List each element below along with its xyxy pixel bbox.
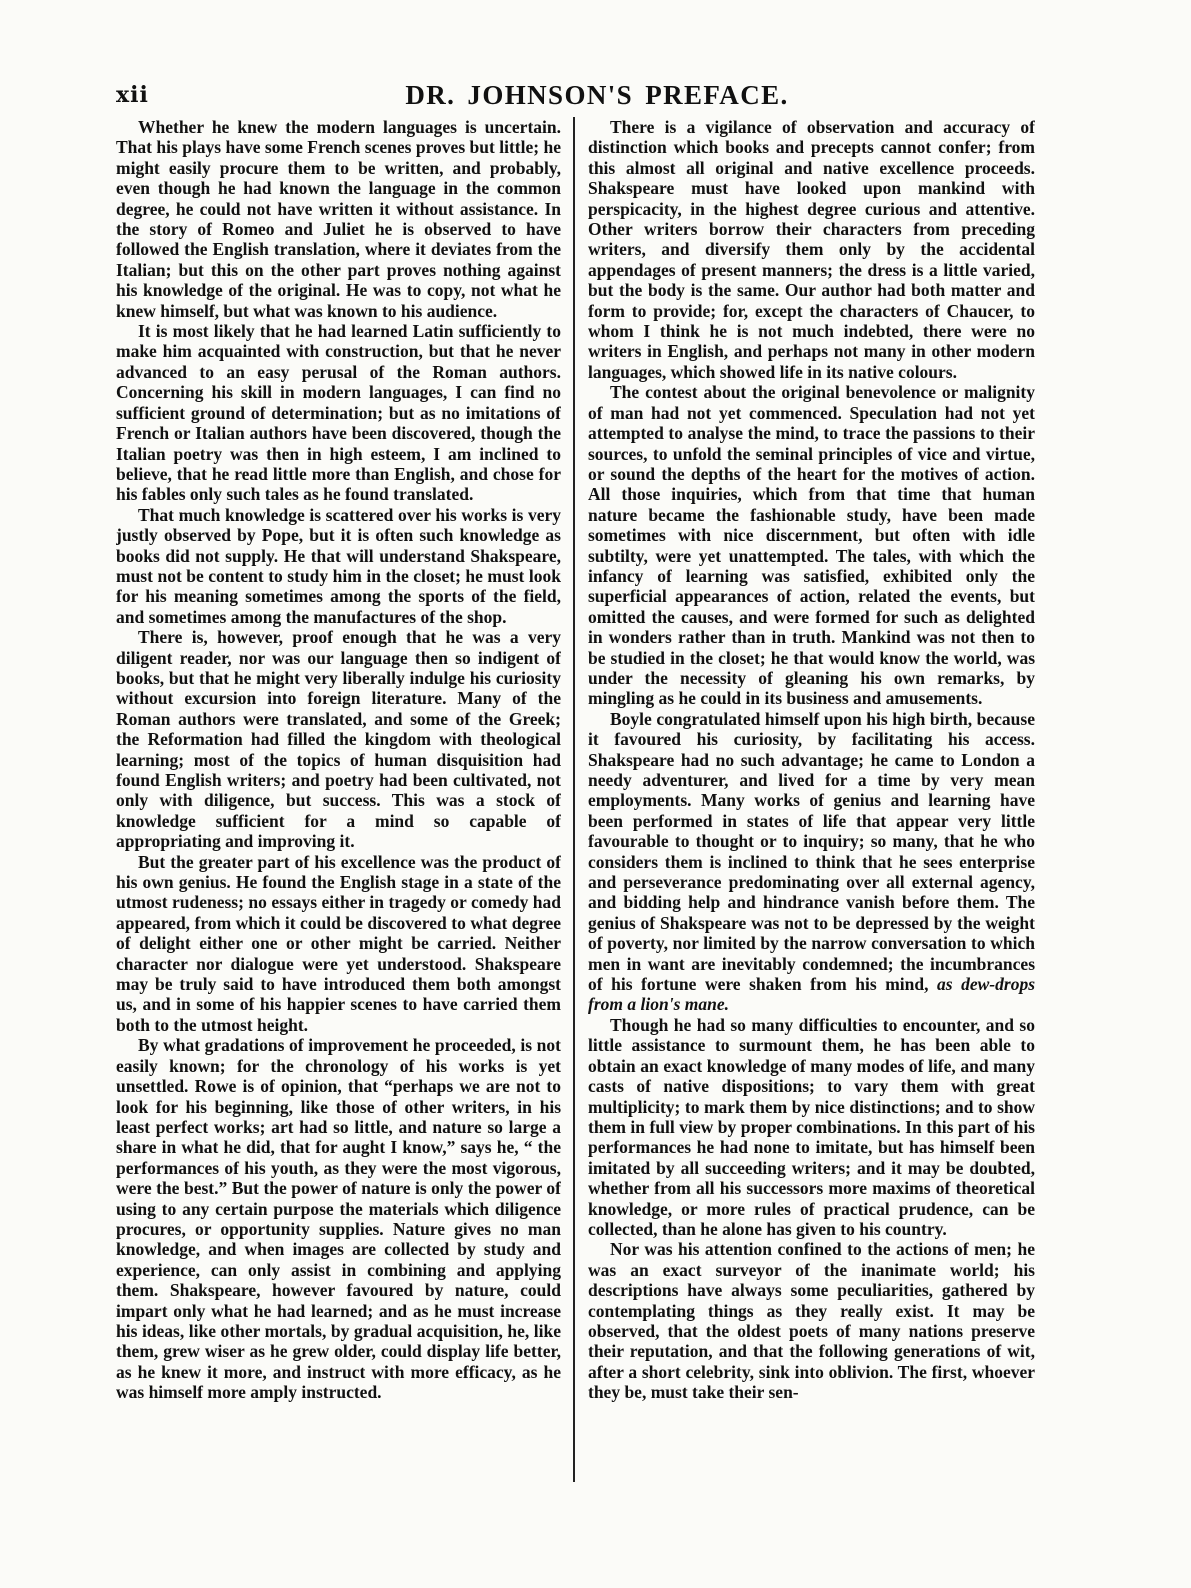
page-number: xii bbox=[116, 82, 149, 108]
paragraph: Whether he knew the modern languages is uncertain. That his plays have some French scenes proves but little; he might easily procure them to be written, and probably, even though he had known the language in the common degree, he could not have written it without assistance. In the story of Romeo and Juliet he is observed to have followed the English translation, where it deviates from the Italian; but this on the other part proves nothing against his knowledge of the original. He was to copy, not what he knew himself, but what was known to his audience. bbox=[116, 117, 561, 321]
paragraph-text: Boyle congratulated himself upon his high birth, because it favoured his curiosity, by facilitating his access. Shakspeare had no such advantage; he came to London a needy adventurer, and lived for a time by very mean employments. Many works of genius and learning have been performed in states of life that appear very little favourable to thought or to inquiry; so many, that he who considers them is inclined to think that he sees enterprise and perseverance predominating over all external agency, and bidding help and hindrance vanish before them. The genius of Shakspeare was not to be depressed by the weight of poverty, nor limited by the narrow conversation to which men in want are inevitably condemned; the incumbrances of his fortune were shaken from his mind, bbox=[588, 708, 1035, 995]
page-header bbox=[116, 80, 1078, 114]
paragraph: Nor was his attention confined to the actions of men; he was an exact surveyor of the inanimate world; his descriptions have always some peculiarities, gathered by contemplating things as they really exist. It may be observed, that the oldest poets of many nations preserve their reputation, and that the following generations of wit, after a short celebrity, sink into oblivion. The first, whoever they be, must take their sen- bbox=[588, 1239, 1035, 1403]
paragraph: It is most likely that he had learned Latin sufficiently to make him acquainted with construction, but that he never advanced to an easy perusal of the Roman authors. Concerning his skill in modern languages, I can find no sufficient ground of determination; but as no imitations of French or Italian authors have been discovered, though the Italian poetry was then in high esteem, I am inclined to believe, that he read little more than English, and chose for his fables only such tales as he found translated. bbox=[116, 321, 561, 505]
paragraph: By what gradations of improvement he proceeded, is not easily known; for the chronology of his works is yet unsettled. Rowe is of opinion, that “perhaps we are not to look for his beginning, like those of other writers, in his least perfect works; art had so little, and nature so large a share in what he did, that for aught I know,” says he, “ the performances of his youth, as they were the most vigorous, were the best.” But the power of nature is only the power of using to any certain purpose the materials which diligence procures, or opportunity supplies. Nature gives no man knowledge, and when images are collected by study and experience, can only assist in combining and applying them. Shakspeare, however favoured by nature, could impart only what he had learned; and as he must increase his ideas, like other mortals, by gradual acquisition, he, like them, grew wiser as he grew older, could display life better, as he knew it more, and instruct with more efficacy, as he was himself more amply instructed. bbox=[116, 1035, 561, 1403]
paragraph bbox=[588, 709, 1035, 1015]
column-divider bbox=[573, 117, 575, 1482]
left-column bbox=[116, 117, 561, 1497]
paragraph: That much knowledge is scattered over his works is very justly observed by Pope, but it is often such knowledge as books did not supply. He that will understand Shakspeare, must not be content to study him in the closet; he must look for his meaning sometimes among the sports of the field, and sometimes among the manufactures of the shop. bbox=[116, 504, 561, 627]
running-head-title: DR. JOHNSON'S PREFACE. bbox=[405, 80, 789, 110]
paragraph: There is, however, proof enough that he was a very diligent reader, nor was our language then so indigent of books, but that he might very liberally indulge his curiosity without excursion into foreign literature. Many of the Roman authors were translated, and some of the Greek; the Reformation had filled the kingdom with theological learning; most of the topics of human disquisition had found English writers; and poetry had been cultivated, not only with diligence, but success. This was a stock of knowledge sufficient for a mind so capable of appropriating and improving it. bbox=[116, 627, 561, 852]
italic-quotation: as dew-drops from a lion's mane. bbox=[588, 974, 1035, 1015]
paragraph: But the greater part of his excellence was the product of his own genius. He found the English stage in a state of the utmost rudeness; no essays either in tragedy or comedy had appeared, from which it could be discovered to what degree of delight either one or other might be carried. Neither character nor dialogue were yet understood. Shakspeare may be truly said to have introduced them both amongst us, and in some of his happier scenes to have carried them both to the utmost height. bbox=[116, 851, 561, 1035]
paragraph: The contest about the original benevolence or malignity of man had not yet commenced. Speculation had not yet attempted to analyse the mind, to trace the passions to their sources, to unfold the seminal principles of vice and virtue, or sound the depths of the heart for the motives of action. All those inquiries, which from that time that human nature became the fashionable study, have been made sometimes with nice discernment, but often with idle subtilty, were yet unattempted. The tales, with which the infancy of learning was satisfied, exhibited only the superficial appearances of action, related the events, but omitted the causes, and were formed for such as delighted in wonders rather than in truth. Mankind was not then to be studied in the closet; he that would know the world, was under the necessity of gleaning his own remarks, by mingling as he could in its business and amusements. bbox=[588, 382, 1035, 709]
paragraph: Though he had so many difficulties to encounter, and so little assistance to surmount them, he has been able to obtain an exact knowledge of many modes of life, and many casts of native dispositions; to vary them with great multiplicity; to mark them by nice distinctions; and to show them in full view by proper combinations. In this part of his performances he had none to imitate, but has himself been imitated by all succeeding writers; and it may be doubted, whether from all his successors more maxims of theoretical knowledge, or more rules of practical prudence, can be collected, than he alone has given to his country. bbox=[588, 1014, 1035, 1239]
paragraph: There is a vigilance of observation and accuracy of distinction which books and precepts cannot confer; from this almost all original and native excellence proceeds. Shakspeare must have looked upon mankind with perspicacity, in the highest degree curious and attentive. Other writers borrow their characters from preceding writers, and diversify them only by the accidental appendages of present manners; the dress is a little varied, but the body is the same. Our author had both matter and form to provide; for, except the characters of Chaucer, to whom I think he is not much indebted, there were no writers in English, and perhaps not many in other modern languages, which showed life in its native colours. bbox=[588, 117, 1035, 382]
right-column bbox=[588, 117, 1035, 1497]
